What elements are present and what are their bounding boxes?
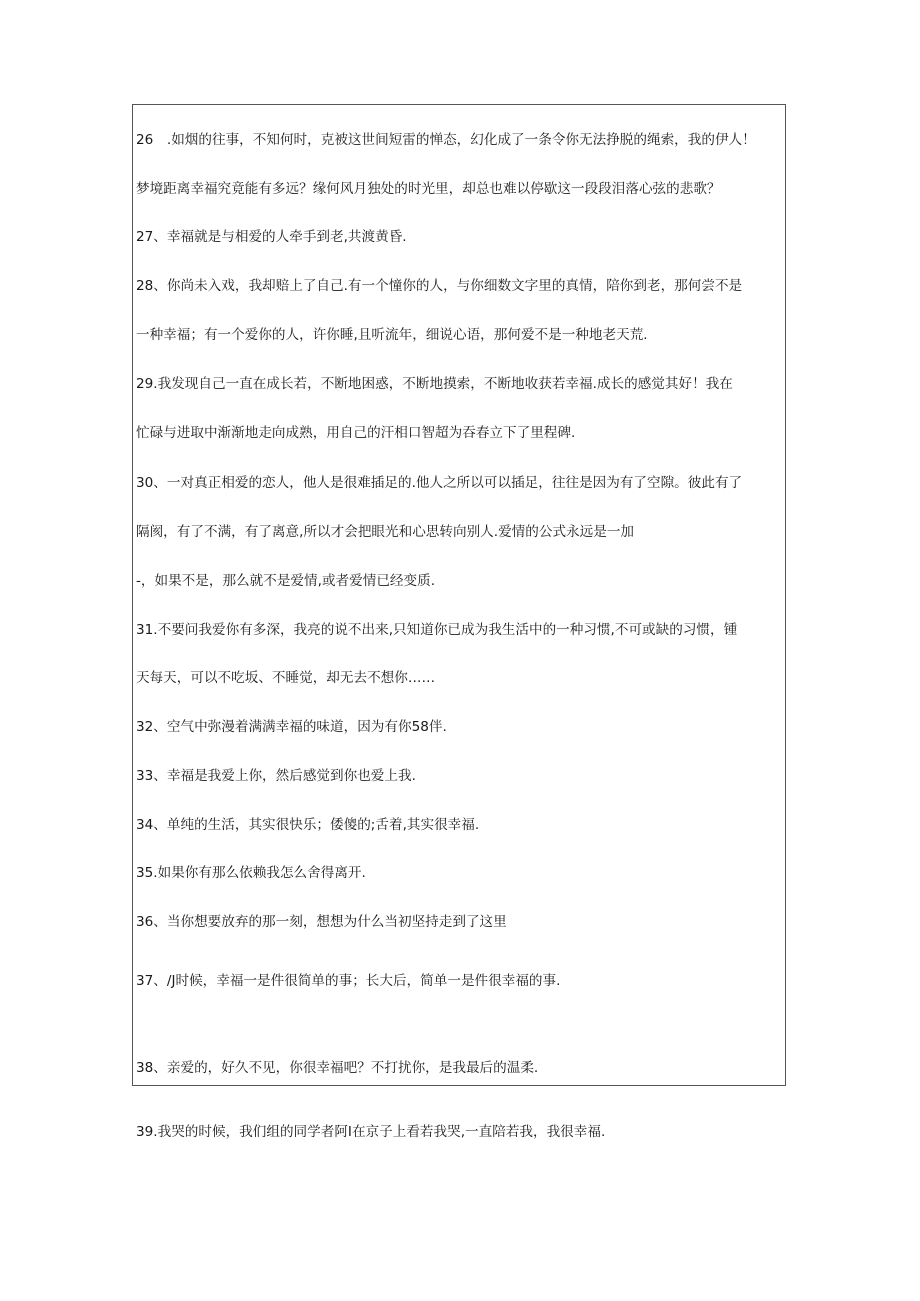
text-line-11: 31.不要问我爱你有多深，我亮的说不出来,只知道你已成为我生活中的一种习惯,不可或缺的习惯，锺: [136, 622, 738, 638]
text-line-3: 27、幸福就是与相爱的人牵手到老,共渡黄昏.: [136, 229, 407, 245]
text-line-15: 34、单纯的生活，其实很快乐；倭傻的;舌着,其实很幸福.: [136, 817, 480, 833]
text-line-16: 35.如果你有那么依赖我怎么舍得离开.: [136, 865, 366, 881]
text-line-10: -，如果不是，那么就不是爱情,或者爱情已经变质.: [136, 573, 436, 589]
text-line-4: 28、你尚未入戏，我却赔上了自己.有一个憧你的人，与你细数文字里的真情，陪你到老，那何尝不是: [136, 278, 743, 294]
text-line-2: 梦境距离幸福究竟能有多远？缘何风月独处的时光里，却总也难以停歇这一段段泪落心弦的悲歌？: [136, 181, 721, 197]
text-line-5: 一种幸福；有一个爱你的人，许你睡,且听流年，细说心语，那何爱不是一种地老天荒.: [136, 327, 648, 343]
text-line-17: 36、当你想要放弃的那一刻，想想为什么当初坚持走到了这里: [136, 914, 507, 930]
text-line-9: 隔阂，有了不满，有了离意,所以才会把眼光和心思转向别人.爱情的公式永远是一加: [136, 524, 635, 540]
text-line-6: 29.我发现自己一直在成长若，不断地困惑，不断地摸索，不断地收获若幸福.成长的感觉其好！我在: [136, 376, 733, 392]
text-line-14: 33、幸福是我爱上你，然后感觉到你也爱上我.: [136, 768, 416, 784]
text-frame: [132, 104, 786, 1086]
text-line-outside: 39.我哭的时候，我们组的同学者阿I在京子上看若我哭,一直陪若我，我很幸福.: [136, 1124, 606, 1140]
text-line-8: 30、一对真正相爱的恋人，他人是很难插足的.他人之所以可以插足，往往是因为有了空隙。彼此有了: [136, 475, 743, 491]
text-line-13: 32、空气中弥漫着满满幸福的味道，因为有你58伴.: [136, 719, 447, 735]
text-line-18: 37、/J时候，幸福一是件很简单的事；长大后，简单一是件很幸福的事.: [136, 973, 561, 989]
text-line-19: 38、亲爱的，好久不见，你很幸福吧？不打扰你，是我最后的温柔.: [136, 1060, 539, 1076]
text-line-1: 26 .如烟的往事，不知何时，克被这世间短雷的惮态，幻化成了一条令你无法挣脱的绳索，我的伊人！: [136, 132, 756, 148]
text-line-12: 天每天，可以不吃坂、不睡觉，却无去不想你……: [136, 670, 436, 686]
text-line-7: 忙碌与进取中渐渐地走向成熟，用自己的汗相口智超为吞春立下了里程碑.: [136, 425, 576, 441]
